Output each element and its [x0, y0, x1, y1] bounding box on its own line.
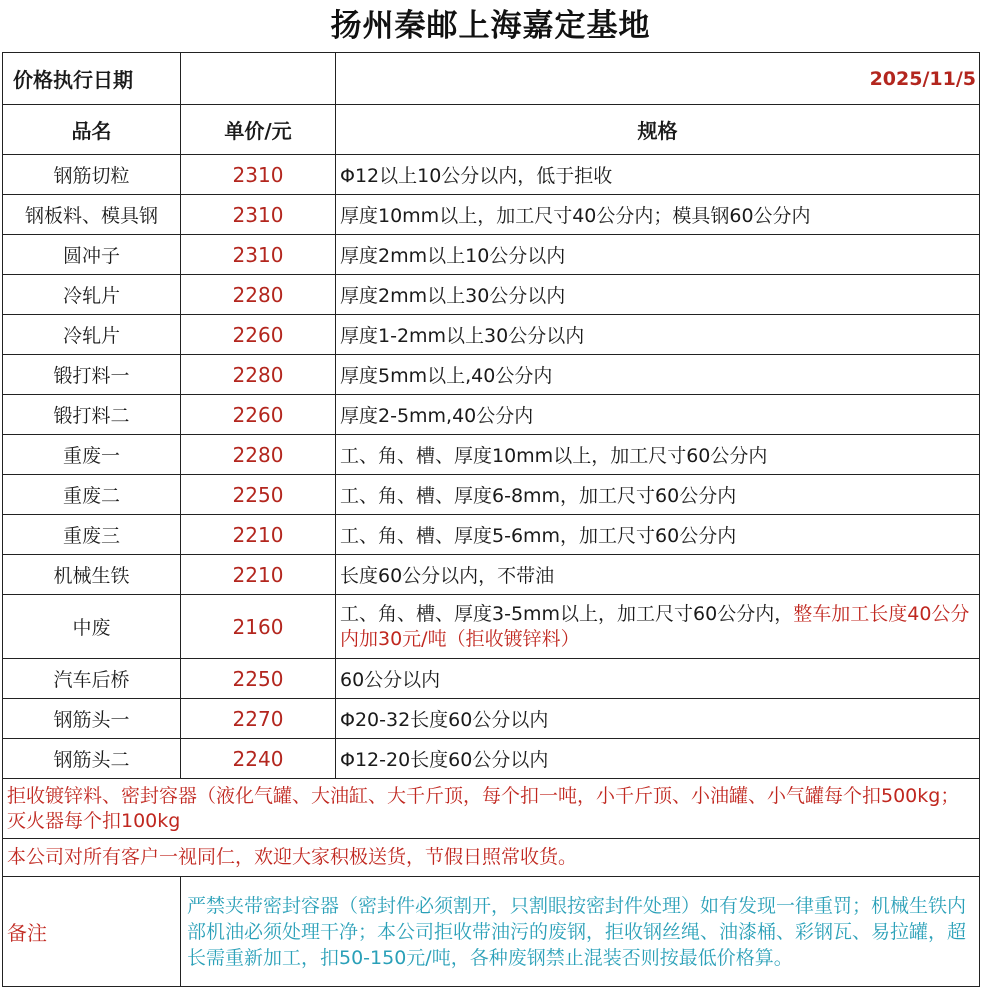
policy-notice-row: [3, 839, 980, 877]
item-price: 2250: [181, 659, 336, 699]
remark-row: [3, 877, 980, 987]
table-row: [3, 699, 980, 739]
item-name: 中废: [3, 595, 181, 659]
item-spec-text: Φ12以上10公分以内，低于拒收: [340, 165, 613, 187]
item-spec-highlight: 整车加工长度40公分内加30元/吨（拒收镀锌料）: [340, 602, 970, 650]
item-price: 2160: [181, 595, 336, 659]
item-spec-text: 厚度10mm以上，加工尺寸40公分内；模具钢60公分内: [340, 205, 811, 227]
item-spec-text: 厚度1-2mm以上30公分以内: [340, 325, 585, 347]
item-spec-text: 工、角、槽、厚度6-8mm，加工尺寸60公分内: [340, 485, 737, 507]
item-name: 钢板料、模具钢: [3, 195, 181, 235]
item-spec-text: Φ12-20长度60公分以内: [340, 749, 549, 771]
item-spec: [336, 595, 980, 659]
table-row: [3, 395, 980, 435]
table-row: [3, 315, 980, 355]
item-spec: [336, 195, 980, 235]
remark-text: 严禁夹带密封容器（密封件必须割开，只割眼按密封件处理）如有发现一律重罚；机械生铁内部机油必须处理干净；本公司拒收带油污的废钢，拒收钢丝绳、油漆桶、彩钢瓦、易拉罐，超长需重新加工，扣50-150元/吨，各种废钢禁止混装否则按最低价格算。: [181, 877, 980, 987]
table-row: [3, 739, 980, 779]
item-price: 2240: [181, 739, 336, 779]
item-spec-text: 长度60公分以内，不带油: [340, 565, 555, 587]
table-row: [3, 355, 980, 395]
item-spec-text: 厚度2-5mm,40公分内: [340, 405, 534, 427]
header-row: [3, 105, 980, 155]
item-spec: [336, 355, 980, 395]
item-price: 2310: [181, 155, 336, 195]
item-spec: [336, 515, 980, 555]
item-name: 钢筋切粒: [3, 155, 181, 195]
item-name: 重废二: [3, 475, 181, 515]
item-spec-text: 工、角、槽、厚度3-5mm以上，加工尺寸60公分内，: [340, 602, 794, 625]
reject-notice: 拒收镀锌料、密封容器（液化气罐、大油缸、大千斤顶，每个扣一吨，小千斤顶、小油罐、小气罐每个扣500kg；灭火器每个扣100kg: [3, 779, 980, 839]
item-spec-text: Φ20-32长度60公分以内: [340, 709, 549, 731]
table-row: [3, 555, 980, 595]
item-spec: [336, 659, 980, 699]
item-price: 2260: [181, 395, 336, 435]
table-row: [3, 155, 980, 195]
item-price: 2210: [181, 515, 336, 555]
date-row: [3, 53, 980, 105]
item-spec: [336, 235, 980, 275]
header-name: 品名: [3, 105, 181, 155]
item-price: 2270: [181, 699, 336, 739]
remark-label: 备注: [3, 877, 181, 987]
item-name: 机械生铁: [3, 555, 181, 595]
item-spec: [336, 435, 980, 475]
item-price: 2210: [181, 555, 336, 595]
item-price: 2260: [181, 315, 336, 355]
item-spec: [336, 699, 980, 739]
table-row: [3, 659, 980, 699]
item-spec: [336, 315, 980, 355]
table-row: [3, 195, 980, 235]
item-price: 2310: [181, 195, 336, 235]
item-name: 钢筋头一: [3, 699, 181, 739]
item-name: 汽车后桥: [3, 659, 181, 699]
item-price: 2280: [181, 275, 336, 315]
reject-notice-row: [3, 779, 980, 839]
date-label: 价格执行日期: [3, 53, 181, 105]
item-name: 重废一: [3, 435, 181, 475]
item-spec: [336, 395, 980, 435]
table-row: [3, 235, 980, 275]
date-empty-cell: [181, 53, 336, 105]
table-row: [3, 475, 980, 515]
item-price: 2280: [181, 355, 336, 395]
table-row: [3, 595, 980, 659]
item-spec-text: 厚度2mm以上30公分以内: [340, 285, 566, 307]
item-price: 2280: [181, 435, 336, 475]
item-name: 圆冲子: [3, 235, 181, 275]
item-spec: [336, 275, 980, 315]
item-spec: [336, 739, 980, 779]
item-spec-text: 厚度2mm以上10公分以内: [340, 245, 566, 267]
item-name: 冷轧片: [3, 275, 181, 315]
table-row: [3, 515, 980, 555]
policy-notice: 本公司对所有客户一视同仁，欢迎大家积极送货，节假日照常收货。: [3, 839, 980, 877]
item-name: 锻打料二: [3, 395, 181, 435]
item-spec: [336, 155, 980, 195]
item-spec-text: 60公分以内: [340, 669, 441, 691]
table-row: [3, 275, 980, 315]
item-name: 锻打料一: [3, 355, 181, 395]
header-price: 单价/元: [181, 105, 336, 155]
date-value: 2025/11/5: [336, 53, 980, 105]
header-spec: 规格: [336, 105, 980, 155]
item-price: 2310: [181, 235, 336, 275]
item-spec: [336, 475, 980, 515]
item-name: 冷轧片: [3, 315, 181, 355]
item-spec: [336, 555, 980, 595]
table-row: [3, 435, 980, 475]
item-spec-text: 厚度5mm以上,40公分内: [340, 365, 553, 387]
item-name: 重废三: [3, 515, 181, 555]
item-name: 钢筋头二: [3, 739, 181, 779]
item-spec-text: 工、角、槽、厚度10mm以上，加工尺寸60公分内: [340, 445, 768, 467]
item-spec-text: 工、角、槽、厚度5-6mm，加工尺寸60公分内: [340, 525, 737, 547]
page-title: 扬州秦邮上海嘉定基地: [330, 8, 651, 44]
item-price: 2250: [181, 475, 336, 515]
price-table: [2, 52, 980, 987]
